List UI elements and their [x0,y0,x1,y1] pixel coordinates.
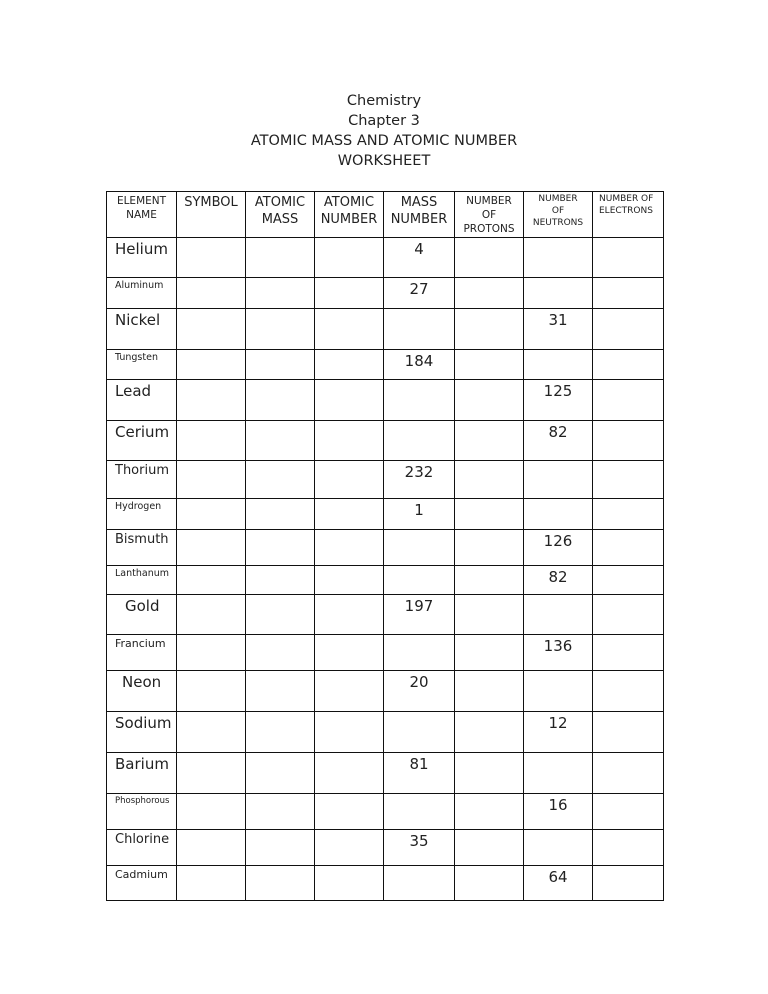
header-line: NAME [126,209,157,221]
element-name-cell: Lead [107,380,177,421]
header-line: MASS [261,212,299,227]
element-name-cell: Cadmium [107,866,177,901]
electrons-cell[interactable] [593,309,664,350]
neutrons-cell[interactable] [524,278,593,309]
header-atomic-mass [246,192,315,238]
neutrons-cell[interactable] [524,753,593,794]
atomic-mass-cell[interactable] [246,380,315,421]
table-row [107,566,664,595]
symbol-cell[interactable] [177,753,246,794]
header-mass-number [384,192,455,238]
symbol-cell[interactable] [177,671,246,712]
atomic-mass-cell[interactable] [246,278,315,309]
table-row [107,461,664,499]
table-row [107,635,664,671]
header-line: ATOMIC [323,195,375,210]
header-line: SYMBOL [184,195,238,210]
table-row [107,753,664,794]
neutrons-cell[interactable]: 136 [524,635,593,671]
header-line: ELEMENT [116,195,167,207]
header-line: ATOMIC [254,195,306,210]
atomic-mass-cell[interactable] [246,530,315,566]
atomic-number-cell[interactable] [315,309,384,350]
element-name-cell: Phosphorous [107,794,177,830]
electrons-cell[interactable] [593,461,664,499]
mass-number-cell[interactable] [384,421,455,461]
table-row [107,712,664,753]
header-line: OF [551,206,565,216]
neutrons-cell[interactable]: 12 [524,712,593,753]
atomic-number-cell[interactable] [315,635,384,671]
mass-number-cell[interactable] [384,530,455,566]
protons-cell[interactable] [455,595,524,635]
symbol-cell[interactable] [177,830,246,866]
mass-number-cell[interactable]: 232 [384,461,455,499]
electrons-cell[interactable] [593,712,664,753]
electrons-cell[interactable] [593,866,664,901]
atomic-number-cell[interactable] [315,530,384,566]
mass-number-cell[interactable]: 81 [384,753,455,794]
protons-cell[interactable] [455,671,524,712]
protons-cell[interactable] [455,635,524,671]
atomic-mass-cell[interactable] [246,499,315,530]
atomic-number-cell[interactable] [315,866,384,901]
element-name-cell: Barium [107,753,177,794]
atomic-number-cell[interactable] [315,499,384,530]
atomic-mass-cell[interactable] [246,671,315,712]
protons-cell[interactable] [455,421,524,461]
electrons-cell[interactable] [593,671,664,712]
element-name-cell: Hydrogen [107,499,177,530]
mass-number-cell[interactable] [384,712,455,753]
electrons-cell[interactable] [593,566,664,595]
table-row [107,595,664,635]
header-line: PROTONS [463,223,515,235]
electrons-cell[interactable] [593,421,664,461]
symbol-cell[interactable] [177,866,246,901]
mass-number-cell[interactable] [384,309,455,350]
header-line: NUMBER [538,194,578,204]
neutrons-cell[interactable] [524,499,593,530]
neutrons-cell[interactable]: 82 [524,566,593,595]
mass-number-cell[interactable] [384,866,455,901]
protons-cell[interactable] [455,866,524,901]
neutrons-cell[interactable] [524,461,593,499]
neutrons-cell[interactable]: 16 [524,794,593,830]
electrons-cell[interactable] [593,635,664,671]
table-row [107,421,664,461]
atomic-mass-cell[interactable] [246,712,315,753]
table-row [107,350,664,380]
protons-cell[interactable] [455,530,524,566]
symbol-cell[interactable] [177,421,246,461]
header-atomic-number [315,192,384,238]
element-name-cell: Lanthanum [107,566,177,595]
atomic-number-cell[interactable] [315,794,384,830]
symbol-cell[interactable] [177,566,246,595]
atomic-mass-cell[interactable] [246,421,315,461]
atomic-number-cell[interactable] [315,595,384,635]
mass-number-cell[interactable]: 184 [384,350,455,380]
header-electrons [593,192,664,238]
mass-number-cell[interactable]: 20 [384,671,455,712]
protons-cell[interactable] [455,753,524,794]
symbol-cell[interactable] [177,712,246,753]
title-subject: Chemistry [346,93,422,109]
electrons-cell[interactable] [593,278,664,309]
atomic-number-cell[interactable] [315,566,384,595]
electrons-cell[interactable] [593,380,664,421]
symbol-cell[interactable] [177,350,246,380]
header-line: NUMBER OF [599,194,654,204]
atomic-number-cell[interactable] [315,380,384,421]
table-row [107,499,664,530]
header-neutrons [524,192,593,238]
mass-number-cell[interactable] [384,794,455,830]
neutrons-cell[interactable] [524,350,593,380]
protons-cell[interactable] [455,712,524,753]
electrons-cell[interactable] [593,595,664,635]
electrons-cell[interactable] [593,794,664,830]
protons-cell[interactable] [455,380,524,421]
atomic-number-cell[interactable] [315,753,384,794]
header-line: ELECTRONS [599,206,653,216]
mass-number-cell[interactable]: 1 [384,499,455,530]
symbol-cell[interactable] [177,499,246,530]
element-name-cell: Cerium [107,421,177,461]
protons-cell[interactable] [455,350,524,380]
atomic-number-cell[interactable] [315,421,384,461]
element-name-cell: Chlorine [107,830,177,866]
atomic-number-cell[interactable] [315,238,384,278]
symbol-cell[interactable] [177,238,246,278]
worksheet-title [0,91,768,171]
electrons-cell[interactable] [593,830,664,866]
neutrons-cell[interactable] [524,830,593,866]
element-name-cell: Neon [107,671,177,712]
atomic-mass-cell[interactable] [246,461,315,499]
symbol-cell[interactable] [177,380,246,421]
mass-number-cell[interactable]: 4 [384,238,455,278]
element-name-cell: Thorium [107,461,177,499]
symbol-cell[interactable] [177,595,246,635]
atomic-mass-cell[interactable] [246,566,315,595]
symbol-cell[interactable] [177,530,246,566]
symbol-cell[interactable] [177,461,246,499]
protons-cell[interactable] [455,278,524,309]
atomic-number-cell[interactable] [315,671,384,712]
protons-cell[interactable] [455,238,524,278]
atomic-mass-cell[interactable] [246,866,315,901]
mass-number-cell[interactable] [384,635,455,671]
atomic-number-cell[interactable] [315,461,384,499]
title-topic: ATOMIC MASS AND ATOMIC NUMBER [250,133,518,149]
atomic-number-cell[interactable] [315,712,384,753]
header-line: NEUTRONS [532,218,584,228]
table-row [107,278,664,309]
element-name-cell: Tungsten [107,350,177,380]
element-name-cell: Helium [107,238,177,278]
electrons-cell[interactable] [593,238,664,278]
neutrons-cell[interactable]: 125 [524,380,593,421]
atomic-mass-cell[interactable] [246,753,315,794]
header-line: MASS [400,195,438,210]
atomic-mass-cell[interactable] [246,794,315,830]
header-row [107,192,664,238]
element-name-cell: Gold [107,595,177,635]
atomic-mass-cell[interactable] [246,830,315,866]
table-row [107,866,664,901]
atomic-mass-cell[interactable] [246,595,315,635]
atomic-number-cell[interactable] [315,278,384,309]
protons-cell[interactable] [455,830,524,866]
mass-number-cell[interactable]: 27 [384,278,455,309]
symbol-cell[interactable] [177,635,246,671]
neutrons-cell[interactable] [524,595,593,635]
table-row [107,794,664,830]
atomic-mass-cell[interactable] [246,309,315,350]
protons-cell[interactable] [455,499,524,530]
atomic-mass-cell[interactable] [246,635,315,671]
neutrons-cell[interactable]: 126 [524,530,593,566]
table-row [107,830,664,866]
header-symbol [177,192,246,238]
mass-number-cell[interactable]: 35 [384,830,455,866]
neutrons-cell[interactable] [524,238,593,278]
table-row [107,309,664,350]
atomic-mass-cell[interactable] [246,238,315,278]
neutrons-cell[interactable] [524,671,593,712]
protons-cell[interactable] [455,461,524,499]
element-name-cell: Sodium [107,712,177,753]
electrons-cell[interactable] [593,499,664,530]
neutrons-cell[interactable]: 64 [524,866,593,901]
protons-cell[interactable] [455,566,524,595]
electrons-cell[interactable] [593,530,664,566]
symbol-cell[interactable] [177,794,246,830]
protons-cell[interactable] [455,794,524,830]
mass-number-cell[interactable]: 197 [384,595,455,635]
header-protons [455,192,524,238]
worksheet-table [106,191,664,901]
header-line: OF [481,209,497,221]
neutrons-cell[interactable]: 31 [524,309,593,350]
header-element-name [107,192,177,238]
table-row [107,530,664,566]
header-line: NUMBER [466,195,512,207]
element-name-cell: Bismuth [107,530,177,566]
atomic-number-cell[interactable] [315,350,384,380]
title-worksheet: WORKSHEET [337,153,431,169]
table-row [107,671,664,712]
header-line: NUMBER [320,212,378,227]
atomic-number-cell[interactable] [315,830,384,866]
electrons-cell[interactable] [593,753,664,794]
protons-cell[interactable] [455,309,524,350]
element-name-cell: Francium [107,635,177,671]
symbol-cell[interactable] [177,309,246,350]
atomic-mass-cell[interactable] [246,350,315,380]
neutrons-cell[interactable]: 82 [524,421,593,461]
electrons-cell[interactable] [593,350,664,380]
header-line: NUMBER [390,212,448,227]
mass-number-cell[interactable] [384,380,455,421]
table-row [107,238,664,278]
element-name-cell: Nickel [107,309,177,350]
mass-number-cell[interactable] [384,566,455,595]
element-name-cell: Aluminum [107,278,177,309]
symbol-cell[interactable] [177,278,246,309]
title-chapter: Chapter 3 [348,113,420,129]
table-row [107,380,664,421]
